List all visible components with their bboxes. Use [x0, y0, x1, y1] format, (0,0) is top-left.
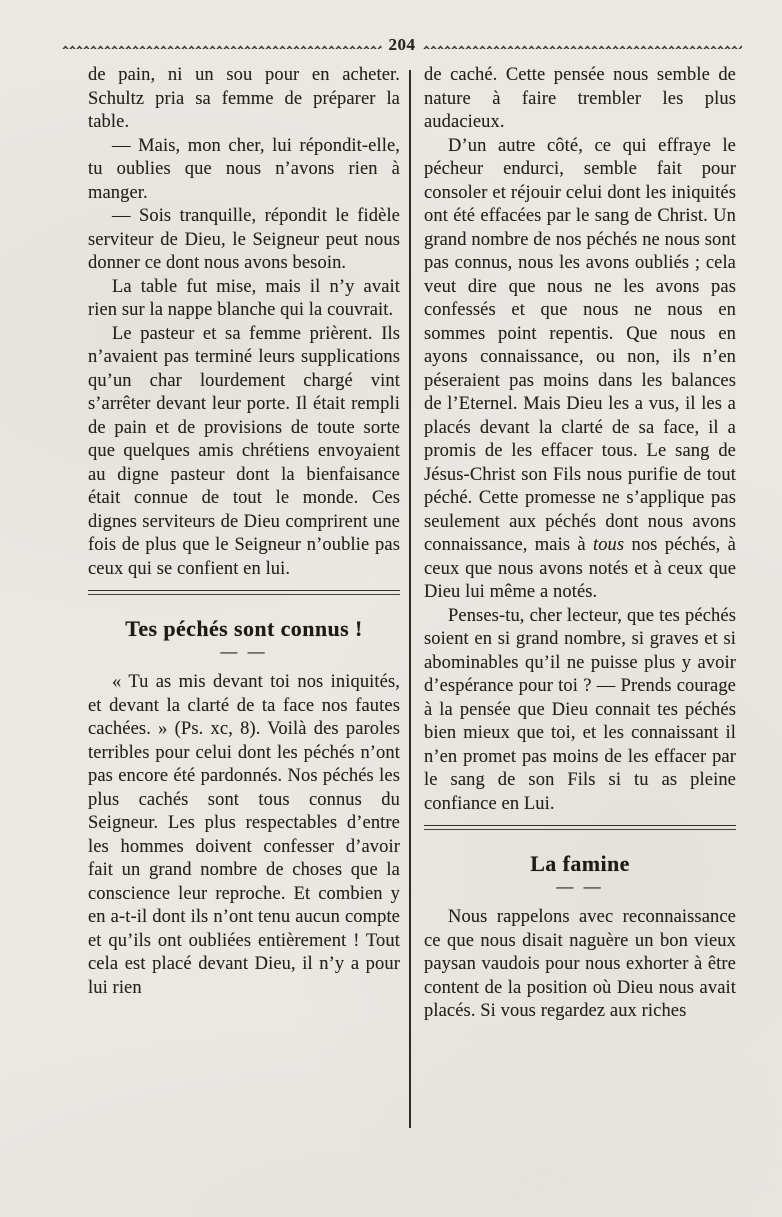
page-number: 204 — [388, 35, 416, 54]
paragraph-text: D’un autre côté, ce qui effraye le pécheur endurci, semble fait pour consoler et réjouir celui dont les iniquités ont été effacées par le sang de Christ. Un grand nombre de nos péchés ne nous sont pas connus, nous les avons oubliés ; cela veut dire que nous ne les avons pas confessés et que nous ne nous en sommes point repentis. Que nous en ayons connaissance, ou non, ils n’en péseraient pas moins dans les balances de l’Eternel. Mais Dieu les a vus, il les a placés devant la clarté de sa face, il a promis de les effacer tous. Le sang de Jésus-Christ son Fils nous purifie de tout péché. Cette promesse ne s’applique pas seulement aux péchés dont nous avons connaissance, mais à — [424, 135, 736, 555]
heading-ornament: — — — [220, 642, 268, 661]
wavy-rule-right-icon — [423, 40, 743, 49]
paragraph: « Tu as mis devant toi nos iniquités, et devant la clarté de ta face nos fautes cachées. » (Ps. xc, 8). Voilà des paroles terribles pour celui dont les péchés n’ont pas encore été pardonnés. Nos péchés les plus cachés sont tous connus du Seigneur. Les plus respectables d’entre les hommes doivent confesser d’avoir fait un grand nombre de choses que la conscience leur reproche. Et combien y en a-t-il dont ils n’ont tenu aucun compte et qu’ils ont oubliées entièrement ! Tout cela est placé devant Dieu, il n’y a pour lui rien — [88, 672, 400, 998]
page-body — [88, 64, 736, 1174]
paragraph: de caché. Cette pensée nous semble de nature à faire trembler les plus audacieux. — [424, 65, 736, 132]
page-header — [62, 36, 742, 53]
left-column — [88, 64, 400, 1174]
right-column — [424, 64, 736, 1174]
paragraph: La table fut mise, mais il n’y avait rien sur la nappe blanche qui la couvrait. — [88, 276, 400, 320]
emphasized-word: tous — [592, 535, 625, 555]
paragraph — [424, 135, 736, 605]
heading-ornament: — — — [556, 877, 604, 896]
section-divider — [424, 825, 736, 830]
paragraph: de pain, ni un sou pour en acheter. Schultz pria sa femme de préparer la table. — [88, 65, 400, 132]
paragraph: — Mais, mon cher, lui répondit-elle, tu oublies que nous n’avons rien à manger. — [88, 135, 400, 203]
paragraph: Penses-tu, cher lecteur, que tes péchés soient en si grand nombre, si graves et si abominables qu’il ne puisse plus y avoir d’espérance pour toi ? — Prends courage à la pensée que Dieu connait tes péchés bien mieux que toi, et les connaissant il n’en promet pas moins de les effacer par le sang de son Fils si tu as pleine confiance en Lui. — [424, 605, 736, 814]
paragraph: — Sois tranquille, répondit le fidèle serviteur de Dieu, le Seigneur peut nous donner ce dont nous avons besoin. — [88, 206, 400, 273]
paragraph: Le pasteur et sa femme prièrent. Ils n’avaient pas terminé leurs supplications qu’un char lourdement chargé vint s’arrêter devant leur porte. Il était rempli de pain et de provisions de toute sorte que quelques amis chrétiens envoyaient au digne pasteur dont la bienfaisance était connue de tout le monde. Ces dignes serviteurs de Dieu comprirent une fois de plus que le Seigneur n’oublie pas ceux qui se confient en lui. — [88, 323, 400, 579]
paragraph-text: nos péchés, à ceux que nous avons notés et à ceux que Dieu lui même a notés. — [424, 535, 736, 602]
paragraph: Nous rappelons avec reconnaissance ce que nous disait naguère un bon vieux paysan vaudois pour nous exhorter à être content de la position où Dieu nous avait placés. Si vous regardez aux riches — [424, 907, 736, 1021]
section-divider — [88, 590, 400, 595]
article-title: Tes péchés sont connus ! — [125, 616, 363, 641]
wavy-rule-left-icon — [62, 40, 382, 49]
article-title: La famine — [530, 851, 630, 876]
